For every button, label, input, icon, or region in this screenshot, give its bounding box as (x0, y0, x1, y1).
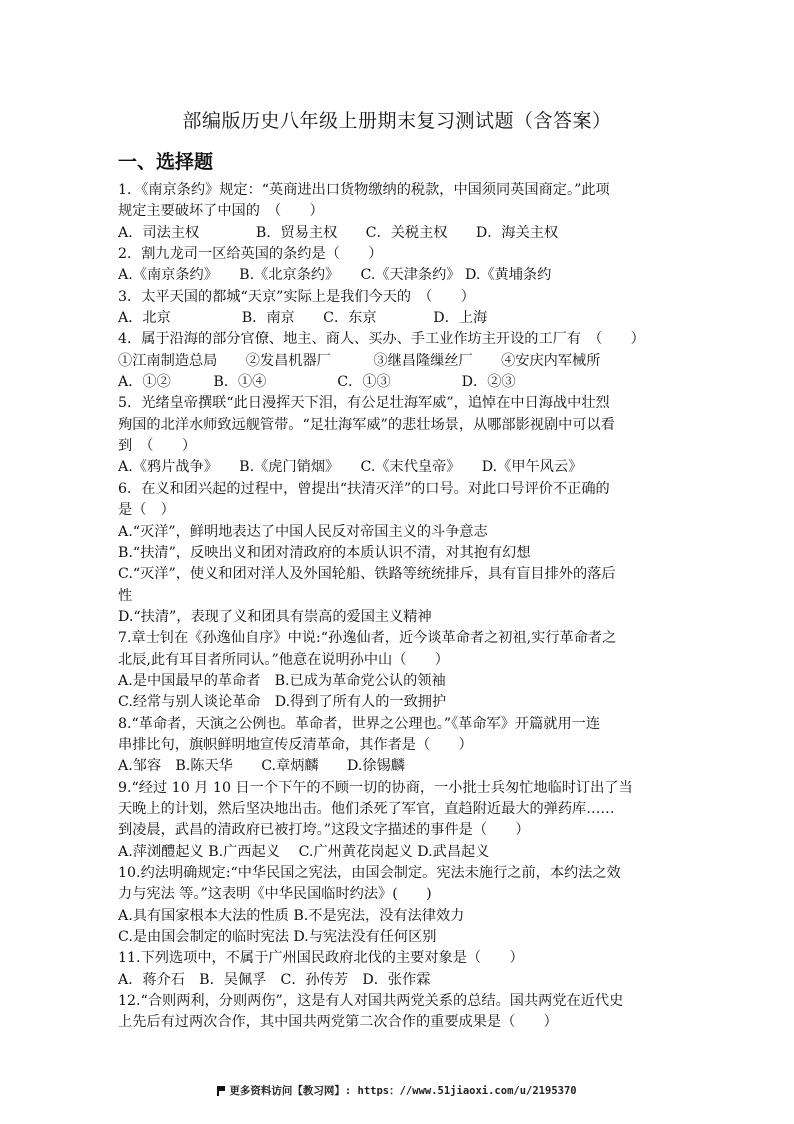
text-line: 到 （ ） (118, 438, 197, 455)
text-line: 到凌晨，武昌的清政府已被打垮。”这段文字描述的事件是（ ） (118, 822, 530, 839)
text-line: 8.“革命者，天演之公例也。革命者，世界之公理也。”《革命军》开篇就用一连 (118, 715, 601, 732)
text-line: A.“灭洋”，鲜明地表达了中国人民反对帝国主义的斗争意志 (118, 523, 488, 540)
text-line: A．司法主权 B．贸易主权 C．关税主权 D．海关主权 (118, 224, 559, 241)
text-line: A．蒋介石 B．吴佩孚 C．孙传芳 D．张作霖 (118, 971, 431, 988)
text-line: 上先后有过两次合作，其中国共两党第二次合作的重要成果是（ ） (118, 1014, 558, 1031)
text-line: 12.“合则两利，分则两伤”，这是有人对国共两党关系的总结。国共两党在近代史 (118, 993, 624, 1010)
text-line: C.经常与别人谈论革命 D.得到了所有人的一致拥护 (118, 694, 447, 711)
text-line: A.《南京条约》 B.《北京条约》 C.《天津条约》 D.《黄埔条约 (118, 267, 552, 284)
footer-text[interactable]: 更多资料访问【教习网】: https：//www.51jiaoxi.com/u/2195370 (229, 1085, 577, 1097)
text-line: A.邹容 B.陈天华 C.章炳麟 D.徐锡麟 (118, 758, 405, 775)
text-line: 11.下列选项中，不属于广州国民政府北伐的主要对象是（ ） (118, 950, 524, 967)
text-line: A.萍浏醴起义 B.广西起义 C.广州黄花岗起义 D.武昌起义 (118, 843, 490, 860)
text-line: 6．在义和团兴起的过程中，曾提出“扶清灭洋”的口号。对此口号评价不正确的 (118, 480, 610, 497)
text-line: ①江南制造总局 ②发昌机器厂 ③继昌隆缫丝厂 ④安庆内军械所 (118, 352, 601, 369)
text-line: 是（ ） (118, 502, 175, 519)
text-line: 串排比句，旗帜鲜明地宣传反清革命，其作者是（ ） (118, 736, 473, 753)
text-line: A.《鸦片战争》 B.《虎门销烟》 C.《末代皇帝》 D.《甲午风云》 (118, 459, 583, 476)
text-line: 4．属于沿海的部分官僚、地主、商人、买办、手工业作坊主开设的工厂有 （ ） (118, 331, 645, 348)
footer-link[interactable] (0, 1083, 794, 1098)
text-line: 性 (118, 587, 133, 604)
text-line: 力与宪法 等。”这表明《中华民国临时约法》( ) (118, 886, 432, 903)
text-line: A.是中国最早的革命者 B.已成为革命党公认的领袖 (118, 672, 446, 689)
text-line: 9.“经过 10 月 10 日一个下午的不顾一切的协商，一小批士兵匆忙地临时订出了当 (118, 779, 633, 796)
text-line: C.是由国会制定的临时宪法 D.与宪法没有任何区别 (118, 929, 437, 946)
flag-icon (217, 1086, 225, 1095)
question-list (118, 180, 678, 1034)
text-line: 殉国的北洋水师致远舰管带。“足壮海军威”的悲壮场景，从哪部影视剧中可以看 (118, 416, 615, 433)
text-line: 5．光绪皇帝撰联“此日漫挥天下泪，有公足壮海军威”，追悼在中日海战中壮烈 (118, 395, 610, 412)
text-line: 北辰,此有耳目者所同认。”他意在说明孙中山（ ） (118, 651, 449, 668)
text-line: 3．太平天国的都城“天京”实际上是我们今天的 （ ） (118, 288, 475, 305)
text-line: A．①② B．①④ C．①③ D．②③ (118, 374, 516, 391)
text-line: B.“扶清”，反映出义和团对清政府的本质认识不清，对其抱有幻想 (118, 544, 531, 561)
text-line: 7.章士钊在《孙逸仙自序》中说:“孙逸仙者，近今谈革命者之初祖,实行革命者之 (118, 630, 617, 647)
section-heading: 一、选择题 (118, 151, 214, 173)
text-line: A．北京 B．南京 C．东京 D．上海 (118, 310, 488, 327)
text-line: 天晚上的计划，然后坚决地出击。他们杀死了军官，直趋附近最大的弹药库…… (118, 800, 615, 817)
text-line: 1．《南京条约》规定：“英商进出口货物缴纳的税款，中国须同英国商定。”此项 (118, 182, 610, 198)
text-line: A.具有国家根本大法的性质 B.不是宪法，没有法律效力 (118, 907, 465, 924)
text-line: 2．割九龙司一区给英国的条约是（ ） (118, 246, 383, 263)
text-line: 10.约法明确规定:“中华民国之宪法，由国会制定。宪法未施行之前，本约法之效 (118, 865, 621, 881)
text-line: D.“扶清”，表现了义和团具有崇高的爱国主义精神 (118, 608, 432, 625)
text-line: C.“灭洋”，使义和团对洋人及外国轮船、铁路等统统排斥，具有盲目排外的落后 (118, 566, 616, 583)
text-line: 规定主要破坏了中国的 （ ） (118, 203, 324, 220)
page-title: 部编版历史八年级上册期末复习测试题（含答案） (182, 110, 612, 132)
